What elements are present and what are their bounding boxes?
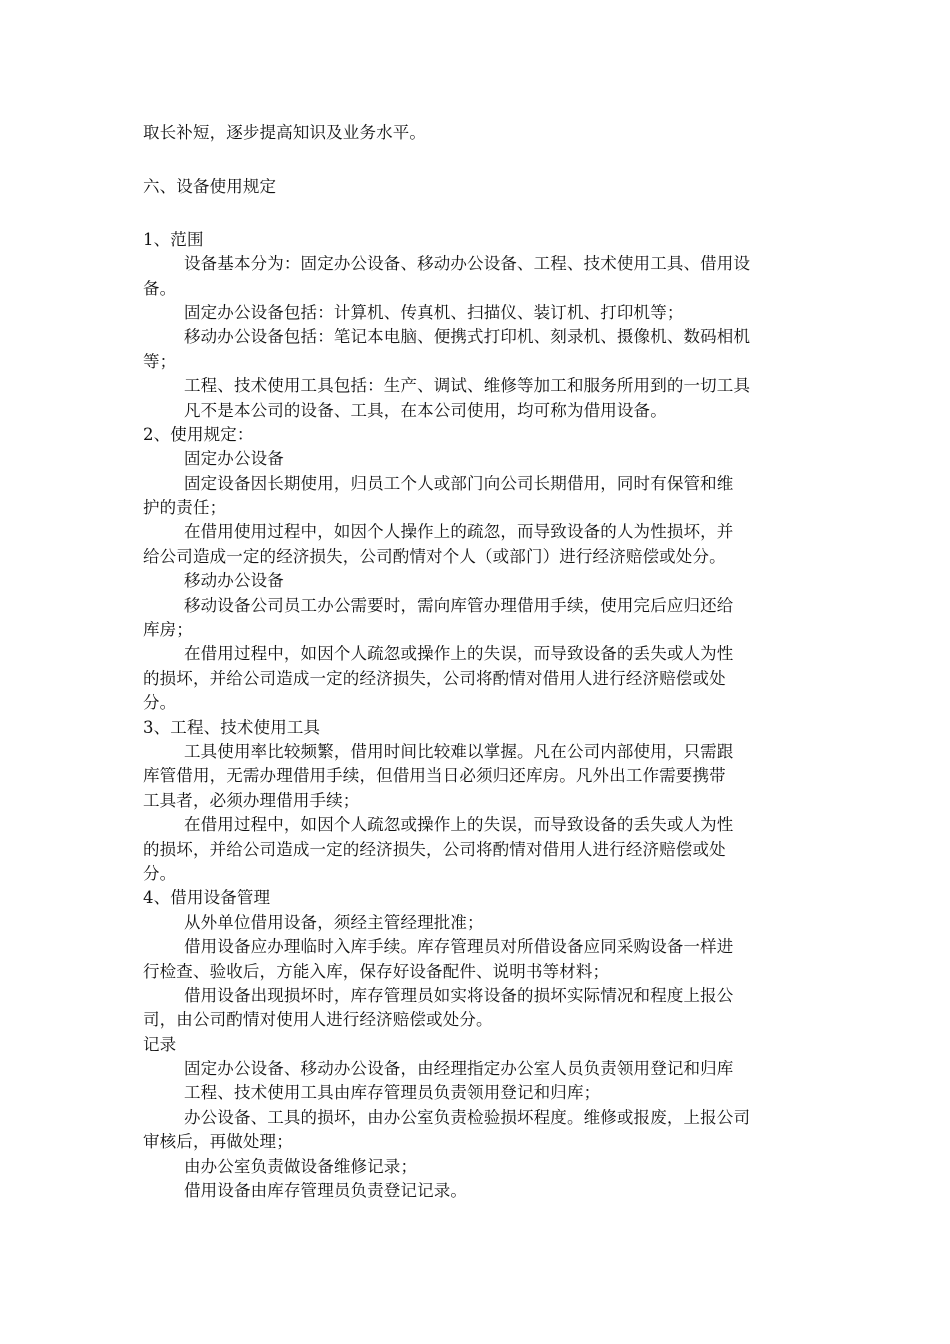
subsection-heading: 3、工程、技术使用工具 bbox=[143, 717, 321, 737]
paragraph-line: 在借用过程中，如因个人疏忽或操作上的失误，而导致设备的丢失或人为性 bbox=[184, 815, 734, 835]
paragraph-line: 在借用使用过程中，如因个人操作上的疏忽，而导致设备的人为性损坏，并 bbox=[184, 522, 734, 542]
subsection-heading: 1、范围 bbox=[143, 229, 204, 249]
paragraph-line: 移动设备公司员工办公需要时，需向库管办理借用手续，使用完后应归还给 bbox=[184, 595, 734, 615]
paragraph-line: 等； bbox=[143, 351, 177, 371]
paragraph-line: 库房； bbox=[143, 620, 193, 640]
paragraph-line: 司，由公司酌情对使用人进行经济赔偿或处分。 bbox=[143, 1010, 493, 1030]
paragraph-line: 工具使用率比较频繁，借用时间比较难以掌握。凡在公司内部使用，只需跟 bbox=[184, 741, 734, 761]
subsection-heading: 记录 bbox=[143, 1034, 177, 1054]
paragraph-line: 设备基本分为：固定办公设备、移动办公设备、工程、技术使用工具、借用设 bbox=[184, 254, 751, 274]
paragraph-line: 移动办公设备包括：笔记本电脑、便携式打印机、刻录机、摄像机、数码相机 bbox=[184, 327, 751, 347]
paragraph-line: 固定设备因长期使用，归员工个人或部门向公司长期借用，同时有保管和维 bbox=[184, 473, 734, 493]
paragraph-line: 库管借用，无需办理借用手续，但借用当日必须归还库房。凡外出工作需要携带 bbox=[143, 766, 726, 786]
paragraph-line: 取长补短，逐步提高知识及业务水平。 bbox=[143, 123, 427, 142]
paragraph-line: 借用设备出现损坏时，库存管理员如实将设备的损坏实际情况和程度上报公 bbox=[184, 985, 734, 1005]
subsection-heading: 4、借用设备管理 bbox=[143, 888, 271, 908]
paragraph-line: 审核后，再做处理； bbox=[143, 1132, 293, 1152]
paragraph-line: 的损坏，并给公司造成一定的经济损失，公司将酌情对借用人进行经济赔偿或处 bbox=[143, 839, 726, 859]
paragraph-line: 工程、技术使用工具包括：生产、调试、维修等加工和服务所用到的一切工具 bbox=[184, 376, 751, 396]
paragraph-line: 借用设备应办理临时入库手续。库存管理员对所借设备应同采购设备一样进 bbox=[184, 937, 734, 957]
subheading-mobile-equipment: 移动办公设备 bbox=[184, 571, 284, 591]
paragraph-line: 分。 bbox=[143, 693, 177, 713]
paragraph-line: 在借用过程中，如因个人疏忽或操作上的失误，而导致设备的丢失或人为性 bbox=[184, 644, 734, 664]
paragraph-line: 办公设备、工具的损坏，由办公室负责检验损坏程度。维修或报废，上报公司 bbox=[184, 1107, 751, 1127]
document-body bbox=[143, 121, 811, 1203]
paragraph-line: 备。 bbox=[143, 278, 177, 298]
paragraph-line: 由办公室负责做设备维修记录； bbox=[184, 1156, 418, 1176]
paragraph-line: 从外单位借用设备，须经主管经理批准； bbox=[184, 912, 484, 932]
subsection-heading: 2、使用规定： bbox=[143, 424, 254, 444]
paragraph-line: 给公司造成一定的经济损失，公司酌情对个人（或部门）进行经济赔偿或处分。 bbox=[143, 546, 726, 566]
paragraph-line: 借用设备由库存管理员负责登记记录。 bbox=[184, 1181, 468, 1201]
paragraph-line: 工具者，必须办理借用手续； bbox=[143, 790, 360, 810]
paragraph-line: 分。 bbox=[143, 863, 177, 883]
paragraph-line: 行检查、验收后，方能入库，保存好设备配件、说明书等材料； bbox=[143, 961, 610, 981]
paragraph-line: 凡不是本公司的设备、工具，在本公司使用，均可称为借用设备。 bbox=[184, 400, 667, 420]
paragraph-line: 的损坏，并给公司造成一定的经济损失，公司将酌情对借用人进行经济赔偿或处 bbox=[143, 668, 726, 688]
paragraph-line: 固定办公设备、移动办公设备，由经理指定办公室人员负责领用登记和归库 bbox=[184, 1059, 734, 1079]
section-heading: 六、设备使用规定 bbox=[143, 177, 277, 197]
paragraph-line: 工程、技术使用工具由库存管理员负责领用登记和归库； bbox=[184, 1083, 601, 1103]
paragraph-line: 固定办公设备包括：计算机、传真机、扫描仪、装订机、打印机等； bbox=[184, 302, 684, 322]
subheading-fixed-equipment: 固定办公设备 bbox=[184, 449, 284, 469]
paragraph-line: 护的责任； bbox=[143, 498, 227, 518]
